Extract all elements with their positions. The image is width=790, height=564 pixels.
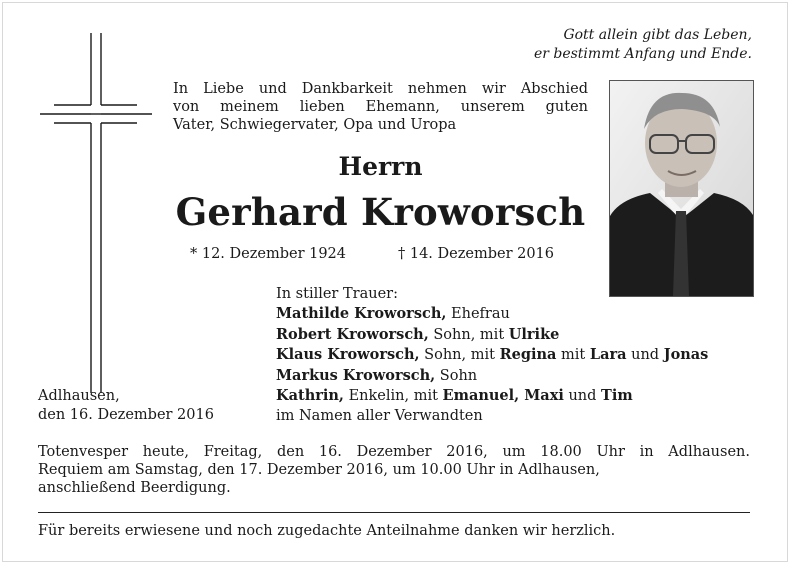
service-notice [38, 443, 750, 497]
deceased-name: Gerhard Kroworsch [175, 190, 586, 234]
mourners-closing: im Namen aller Verwandten [276, 408, 483, 424]
motto-line-1: Gott allein gibt das Leben, [563, 27, 752, 43]
notice-line-3: anschließend Beerdigung. [38, 480, 231, 496]
intro-text [173, 80, 588, 134]
birth-date: * 12. Dezember 1924 [190, 246, 347, 262]
notice-date: den 16. Dezember 2016 [38, 407, 214, 423]
list-item [276, 345, 708, 366]
place: Adlhausen, [38, 388, 120, 404]
mourners-heading: In stiller Trauer: [276, 286, 398, 302]
mourner-relation: Sohn, mit [428, 326, 509, 343]
divider [38, 512, 750, 513]
thanks-text: Für bereits erwiesene und noch zugedachte Anteilnahme danken wir herzlich. [38, 523, 616, 539]
notice-line-1: Totenvesper heute, Freitag, den 16. Dezember 2016, um 18.00 Uhr in Adlhausen. [38, 444, 750, 460]
mourner-name: Robert Kroworsch, [276, 325, 429, 343]
notice-line-2: Requiem am Samstag, den 17. Dezember 2016, um 10.00 Uhr in Adlhausen, [38, 462, 600, 478]
mourner-child: Tim [601, 387, 633, 404]
intro-line-1: In Liebe und Dankbarkeit nehmen wir Abschied [173, 81, 588, 97]
mourner-partner: Regina [499, 346, 557, 363]
intro-line-3: Vater, Schwiegervater, Opa und Uropa [173, 117, 457, 133]
mourner-child: Lara [589, 346, 627, 363]
mourner-name: Markus Kroworsch, [276, 366, 436, 384]
mourner-connector: mit [556, 347, 590, 363]
mourner-relation: Sohn, mit [419, 347, 500, 363]
list-item [276, 366, 477, 387]
mourner-relation: Ehefrau [446, 306, 510, 322]
mourner-name: Kathrin, [276, 387, 344, 404]
mourner-partner: Emanuel, Maxi [442, 387, 564, 404]
list-item [276, 304, 510, 325]
mourner-partner: Ulrike [508, 325, 560, 343]
mourner-child: Jonas [663, 346, 709, 363]
mourner-connector: und [563, 388, 602, 404]
salutation: Herrn [338, 152, 423, 181]
mourner-relation: Sohn [435, 367, 478, 384]
mourner-name: Klaus Kroworsch, [276, 346, 420, 363]
mourner-connector: und [626, 347, 664, 363]
motto-line-2: er bestimmt Anfang und Ende. [533, 46, 752, 62]
list-item [276, 325, 559, 346]
mourner-relation: Enkelin, mit [343, 388, 443, 404]
list-item [276, 386, 633, 407]
intro-line-2: von meinem lieben Ehemann, unserem guten [173, 99, 588, 115]
mourner-name: Mathilde Kroworsch, [276, 305, 447, 322]
portrait-photo [609, 80, 754, 297]
cross-icon [40, 33, 152, 393]
death-date: † 14. Dezember 2016 [398, 246, 555, 262]
